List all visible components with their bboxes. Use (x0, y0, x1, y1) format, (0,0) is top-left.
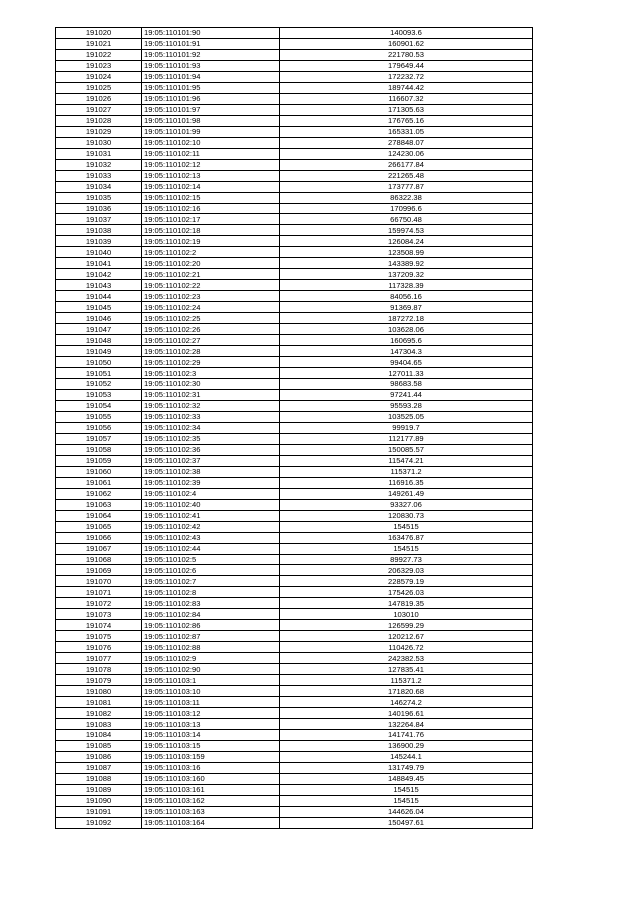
value-cell: 189744.42 (280, 82, 533, 93)
row-number-cell: 191032 (56, 159, 142, 170)
cadastral-number-cell: 19:05:110103:164 (142, 817, 280, 828)
row-number-cell: 191067 (56, 543, 142, 554)
row-number-cell: 191030 (56, 137, 142, 148)
table-row (56, 751, 533, 762)
value-cell: 176765.16 (280, 115, 533, 126)
cadastral-number-cell: 19:05:110102:41 (142, 510, 280, 521)
value-cell: 98683.58 (280, 379, 533, 390)
value-cell: 143389.92 (280, 258, 533, 269)
row-number-cell: 191068 (56, 554, 142, 565)
row-number-cell: 191089 (56, 784, 142, 795)
row-number-cell: 191086 (56, 751, 142, 762)
cadastral-number-cell: 19:05:110103:16 (142, 762, 280, 773)
row-number-cell: 191051 (56, 368, 142, 379)
row-number-cell: 191091 (56, 806, 142, 817)
row-number-cell: 191037 (56, 214, 142, 225)
cadastral-number-cell: 19:05:110102:36 (142, 444, 280, 455)
row-number-cell: 191062 (56, 488, 142, 499)
table-row (56, 236, 533, 247)
row-number-cell: 191040 (56, 247, 142, 258)
table-row (56, 225, 533, 236)
value-cell: 116916.35 (280, 477, 533, 488)
value-cell: 127011.33 (280, 368, 533, 379)
row-number-cell: 191059 (56, 455, 142, 466)
value-cell: 148849.45 (280, 773, 533, 784)
table-row (56, 38, 533, 49)
value-cell: 117328.39 (280, 280, 533, 291)
row-number-cell: 191035 (56, 192, 142, 203)
value-cell: 91369.87 (280, 302, 533, 313)
row-number-cell: 191033 (56, 170, 142, 181)
row-number-cell: 191073 (56, 609, 142, 620)
cadastral-number-cell: 19:05:110103:159 (142, 751, 280, 762)
row-number-cell: 191036 (56, 203, 142, 214)
row-number-cell: 191029 (56, 126, 142, 137)
value-cell: 221265.48 (280, 170, 533, 181)
cadastral-number-cell: 19:05:110102:5 (142, 554, 280, 565)
value-cell: 228579.19 (280, 576, 533, 587)
table-row (56, 269, 533, 280)
value-cell: 154515 (280, 543, 533, 554)
row-number-cell: 191081 (56, 697, 142, 708)
table-row (56, 499, 533, 510)
row-number-cell: 191079 (56, 675, 142, 686)
table-row (56, 433, 533, 444)
cadastral-number-cell: 19:05:110102:9 (142, 653, 280, 664)
cadastral-number-cell: 19:05:110103:162 (142, 795, 280, 806)
table-row (56, 697, 533, 708)
table-row (56, 104, 533, 115)
row-number-cell: 191044 (56, 291, 142, 302)
row-number-cell: 191077 (56, 653, 142, 664)
cadastral-number-cell: 19:05:110102:34 (142, 422, 280, 433)
table-row (56, 664, 533, 675)
row-number-cell: 191025 (56, 82, 142, 93)
cadastral-number-cell: 19:05:110102:33 (142, 411, 280, 422)
value-cell: 150497.61 (280, 817, 533, 828)
value-cell: 165331.05 (280, 126, 533, 137)
table-row (56, 170, 533, 181)
cadastral-number-cell: 19:05:110102:32 (142, 400, 280, 411)
row-number-cell: 191063 (56, 499, 142, 510)
table-row (56, 455, 533, 466)
cadastral-number-cell: 19:05:110102:10 (142, 137, 280, 148)
table-row (56, 335, 533, 346)
table-row (56, 565, 533, 576)
value-cell: 149261.49 (280, 488, 533, 499)
value-cell: 150085.57 (280, 444, 533, 455)
table-body (56, 28, 533, 829)
table-row (56, 784, 533, 795)
table-row (56, 126, 533, 137)
value-cell: 154515 (280, 521, 533, 532)
cadastral-number-cell: 19:05:110102:27 (142, 335, 280, 346)
row-number-cell: 191023 (56, 60, 142, 71)
row-number-cell: 191092 (56, 817, 142, 828)
value-cell: 103525.05 (280, 411, 533, 422)
table-row (56, 587, 533, 598)
cadastral-number-cell: 19:05:110102:87 (142, 631, 280, 642)
value-cell: 99919.7 (280, 422, 533, 433)
cadastral-number-cell: 19:05:110102:4 (142, 488, 280, 499)
table-row (56, 115, 533, 126)
row-number-cell: 191064 (56, 510, 142, 521)
row-number-cell: 191085 (56, 740, 142, 751)
value-cell: 242382.53 (280, 653, 533, 664)
value-cell: 179649.44 (280, 60, 533, 71)
table-row (56, 28, 533, 39)
value-cell: 145244.1 (280, 751, 533, 762)
cadastral-number-cell: 19:05:110101:98 (142, 115, 280, 126)
value-cell: 124230.06 (280, 148, 533, 159)
table-row (56, 598, 533, 609)
row-number-cell: 191038 (56, 225, 142, 236)
cadastral-number-cell: 19:05:110102:30 (142, 379, 280, 390)
table-row (56, 82, 533, 93)
table-row (56, 477, 533, 488)
cadastral-number-cell: 19:05:110102:40 (142, 499, 280, 510)
row-number-cell: 191070 (56, 576, 142, 587)
cadastral-number-cell: 19:05:110103:161 (142, 784, 280, 795)
cadastral-number-cell: 19:05:110102:42 (142, 521, 280, 532)
row-number-cell: 191084 (56, 730, 142, 741)
cadastral-number-cell: 19:05:110102:2 (142, 247, 280, 258)
table-row (56, 510, 533, 521)
table-row (56, 730, 533, 741)
cadastral-number-cell: 19:05:110101:90 (142, 28, 280, 39)
table-row (56, 806, 533, 817)
value-cell: 171305.63 (280, 104, 533, 115)
row-number-cell: 191050 (56, 357, 142, 368)
table-row (56, 642, 533, 653)
cadastral-number-cell: 19:05:110102:38 (142, 466, 280, 477)
cadastral-number-cell: 19:05:110102:84 (142, 609, 280, 620)
row-number-cell: 191060 (56, 466, 142, 477)
value-cell: 154515 (280, 784, 533, 795)
cadastral-number-cell: 19:05:110103:14 (142, 730, 280, 741)
table-row (56, 795, 533, 806)
table-row (56, 817, 533, 828)
value-cell: 110426.72 (280, 642, 533, 653)
cadastral-number-cell: 19:05:110102:44 (142, 543, 280, 554)
value-cell: 144626.04 (280, 806, 533, 817)
table-row (56, 181, 533, 192)
cadastral-number-cell: 19:05:110103:13 (142, 719, 280, 730)
value-cell: 99404.65 (280, 357, 533, 368)
table-row (56, 576, 533, 587)
value-cell: 175426.03 (280, 587, 533, 598)
table-row (56, 400, 533, 411)
table-row (56, 346, 533, 357)
value-cell: 116607.32 (280, 93, 533, 104)
cadastral-number-cell: 19:05:110101:93 (142, 60, 280, 71)
table-row (56, 411, 533, 422)
row-number-cell: 191042 (56, 269, 142, 280)
value-cell: 127835.41 (280, 664, 533, 675)
cadastral-number-cell: 19:05:110103:1 (142, 675, 280, 686)
table-row (56, 159, 533, 170)
table-row (56, 554, 533, 565)
cadastral-number-cell: 19:05:110102:11 (142, 148, 280, 159)
table-row (56, 203, 533, 214)
value-cell: 115371.2 (280, 466, 533, 477)
table-row (56, 686, 533, 697)
row-number-cell: 191045 (56, 302, 142, 313)
value-cell: 103010 (280, 609, 533, 620)
table-row (56, 653, 533, 664)
value-cell: 97241.44 (280, 389, 533, 400)
cadastral-number-cell: 19:05:110102:83 (142, 598, 280, 609)
row-number-cell: 191082 (56, 708, 142, 719)
row-number-cell: 191026 (56, 93, 142, 104)
table-row (56, 488, 533, 499)
cadastral-number-cell: 19:05:110103:10 (142, 686, 280, 697)
table-row (56, 719, 533, 730)
table-row (56, 60, 533, 71)
row-number-cell: 191065 (56, 521, 142, 532)
cadastral-number-cell: 19:05:110102:86 (142, 620, 280, 631)
cadastral-number-cell: 19:05:110103:11 (142, 697, 280, 708)
table-row (56, 521, 533, 532)
value-cell: 170996.6 (280, 203, 533, 214)
value-cell: 173777.87 (280, 181, 533, 192)
table-row (56, 466, 533, 477)
table-row (56, 357, 533, 368)
value-cell: 126084.24 (280, 236, 533, 247)
cadastral-number-cell: 19:05:110102:37 (142, 455, 280, 466)
value-cell: 171820.68 (280, 686, 533, 697)
table-row (56, 631, 533, 642)
cadastral-number-cell: 19:05:110102:24 (142, 302, 280, 313)
value-cell: 147819.35 (280, 598, 533, 609)
table-row (56, 291, 533, 302)
cadastral-number-cell: 19:05:110102:12 (142, 159, 280, 170)
cadastral-number-cell: 19:05:110102:18 (142, 225, 280, 236)
row-number-cell: 191031 (56, 148, 142, 159)
value-cell: 140093.6 (280, 28, 533, 39)
value-cell: 120212.67 (280, 631, 533, 642)
cadastral-number-cell: 19:05:110102:15 (142, 192, 280, 203)
cadastral-number-cell: 19:05:110102:22 (142, 280, 280, 291)
value-cell: 141741.76 (280, 730, 533, 741)
value-cell: 89927.73 (280, 554, 533, 565)
table-row (56, 740, 533, 751)
cadastral-number-cell: 19:05:110102:3 (142, 368, 280, 379)
row-number-cell: 191043 (56, 280, 142, 291)
value-cell: 137209.32 (280, 269, 533, 280)
cadastral-number-cell: 19:05:110101:99 (142, 126, 280, 137)
table-row (56, 620, 533, 631)
cadastral-number-cell: 19:05:110101:97 (142, 104, 280, 115)
cadastral-number-cell: 19:05:110102:26 (142, 324, 280, 335)
cadastral-number-cell: 19:05:110102:17 (142, 214, 280, 225)
row-number-cell: 191083 (56, 719, 142, 730)
cadastral-number-cell: 19:05:110102:39 (142, 477, 280, 488)
table-row (56, 247, 533, 258)
cadastral-number-cell: 19:05:110102:43 (142, 532, 280, 543)
cadastral-number-cell: 19:05:110101:92 (142, 49, 280, 60)
row-number-cell: 191088 (56, 773, 142, 784)
value-cell: 278848.07 (280, 137, 533, 148)
row-number-cell: 191087 (56, 762, 142, 773)
row-number-cell: 191075 (56, 631, 142, 642)
table-row (56, 389, 533, 400)
row-number-cell: 191053 (56, 389, 142, 400)
data-table (55, 27, 533, 829)
row-number-cell: 191041 (56, 258, 142, 269)
row-number-cell: 191058 (56, 444, 142, 455)
row-number-cell: 191061 (56, 477, 142, 488)
row-number-cell: 191066 (56, 532, 142, 543)
cadastral-number-cell: 19:05:110102:8 (142, 587, 280, 598)
row-number-cell: 191054 (56, 400, 142, 411)
cadastral-number-cell: 19:05:110102:16 (142, 203, 280, 214)
cadastral-number-cell: 19:05:110103:12 (142, 708, 280, 719)
row-number-cell: 191055 (56, 411, 142, 422)
value-cell: 131749.79 (280, 762, 533, 773)
value-cell: 115474.21 (280, 455, 533, 466)
value-cell: 221780.53 (280, 49, 533, 60)
row-number-cell: 191039 (56, 236, 142, 247)
table-row (56, 422, 533, 433)
value-cell: 93327.06 (280, 499, 533, 510)
row-number-cell: 191090 (56, 795, 142, 806)
cadastral-number-cell: 19:05:110102:28 (142, 346, 280, 357)
value-cell: 86322.38 (280, 192, 533, 203)
value-cell: 112177.89 (280, 433, 533, 444)
value-cell: 160901.62 (280, 38, 533, 49)
value-cell: 132264.84 (280, 719, 533, 730)
table-row (56, 379, 533, 390)
cadastral-number-cell: 19:05:110102:88 (142, 642, 280, 653)
cadastral-number-cell: 19:05:110102:35 (142, 433, 280, 444)
row-number-cell: 191074 (56, 620, 142, 631)
value-cell: 95593.28 (280, 400, 533, 411)
table-row (56, 444, 533, 455)
cadastral-number-cell: 19:05:110102:14 (142, 181, 280, 192)
table-row (56, 49, 533, 60)
table-row (56, 675, 533, 686)
table-row (56, 368, 533, 379)
value-cell: 120830.73 (280, 510, 533, 521)
cadastral-number-cell: 19:05:110102:29 (142, 357, 280, 368)
value-cell: 172232.72 (280, 71, 533, 82)
value-cell: 103628.06 (280, 324, 533, 335)
table-row (56, 762, 533, 773)
row-number-cell: 191072 (56, 598, 142, 609)
value-cell: 146274.2 (280, 697, 533, 708)
value-cell: 187272.18 (280, 313, 533, 324)
row-number-cell: 191071 (56, 587, 142, 598)
cadastral-number-cell: 19:05:110102:6 (142, 565, 280, 576)
row-number-cell: 191020 (56, 28, 142, 39)
cadastral-number-cell: 19:05:110102:13 (142, 170, 280, 181)
cadastral-number-cell: 19:05:110103:15 (142, 740, 280, 751)
cadastral-number-cell: 19:05:110103:163 (142, 806, 280, 817)
table-row (56, 532, 533, 543)
row-number-cell: 191046 (56, 313, 142, 324)
value-cell: 84056.16 (280, 291, 533, 302)
row-number-cell: 191057 (56, 433, 142, 444)
table-row (56, 609, 533, 620)
row-number-cell: 191052 (56, 379, 142, 390)
row-number-cell: 191027 (56, 104, 142, 115)
row-number-cell: 191049 (56, 346, 142, 357)
value-cell: 115371.2 (280, 675, 533, 686)
cadastral-number-cell: 19:05:110103:160 (142, 773, 280, 784)
value-cell: 147304.3 (280, 346, 533, 357)
table-row (56, 192, 533, 203)
table-row (56, 137, 533, 148)
row-number-cell: 191076 (56, 642, 142, 653)
row-number-cell: 191021 (56, 38, 142, 49)
row-number-cell: 191047 (56, 324, 142, 335)
table-row (56, 324, 533, 335)
value-cell: 136900.29 (280, 740, 533, 751)
cadastral-number-cell: 19:05:110102:31 (142, 389, 280, 400)
row-number-cell: 191034 (56, 181, 142, 192)
row-number-cell: 191069 (56, 565, 142, 576)
table-row (56, 302, 533, 313)
value-cell: 126599.29 (280, 620, 533, 631)
table-row (56, 708, 533, 719)
table-row (56, 148, 533, 159)
value-cell: 154515 (280, 795, 533, 806)
value-cell: 159974.53 (280, 225, 533, 236)
row-number-cell: 191048 (56, 335, 142, 346)
row-number-cell: 191022 (56, 49, 142, 60)
cadastral-number-cell: 19:05:110102:21 (142, 269, 280, 280)
value-cell: 123508.99 (280, 247, 533, 258)
document-sheet (55, 27, 533, 829)
cadastral-number-cell: 19:05:110102:25 (142, 313, 280, 324)
table-row (56, 258, 533, 269)
row-number-cell: 191078 (56, 664, 142, 675)
cadastral-number-cell: 19:05:110102:90 (142, 664, 280, 675)
cadastral-number-cell: 19:05:110102:20 (142, 258, 280, 269)
value-cell: 66750.48 (280, 214, 533, 225)
table-row (56, 71, 533, 82)
cadastral-number-cell: 19:05:110102:23 (142, 291, 280, 302)
value-cell: 160695.6 (280, 335, 533, 346)
table-row (56, 214, 533, 225)
row-number-cell: 191056 (56, 422, 142, 433)
row-number-cell: 191080 (56, 686, 142, 697)
table-row (56, 773, 533, 784)
table-row (56, 543, 533, 554)
row-number-cell: 191024 (56, 71, 142, 82)
value-cell: 163476.87 (280, 532, 533, 543)
cadastral-number-cell: 19:05:110101:91 (142, 38, 280, 49)
cadastral-number-cell: 19:05:110101:94 (142, 71, 280, 82)
cadastral-number-cell: 19:05:110101:96 (142, 93, 280, 104)
value-cell: 140196.61 (280, 708, 533, 719)
table-row (56, 280, 533, 291)
cadastral-number-cell: 19:05:110102:7 (142, 576, 280, 587)
value-cell: 206329.03 (280, 565, 533, 576)
table-row (56, 93, 533, 104)
cadastral-number-cell: 19:05:110101:95 (142, 82, 280, 93)
row-number-cell: 191028 (56, 115, 142, 126)
table-row (56, 313, 533, 324)
value-cell: 266177.84 (280, 159, 533, 170)
cadastral-number-cell: 19:05:110102:19 (142, 236, 280, 247)
